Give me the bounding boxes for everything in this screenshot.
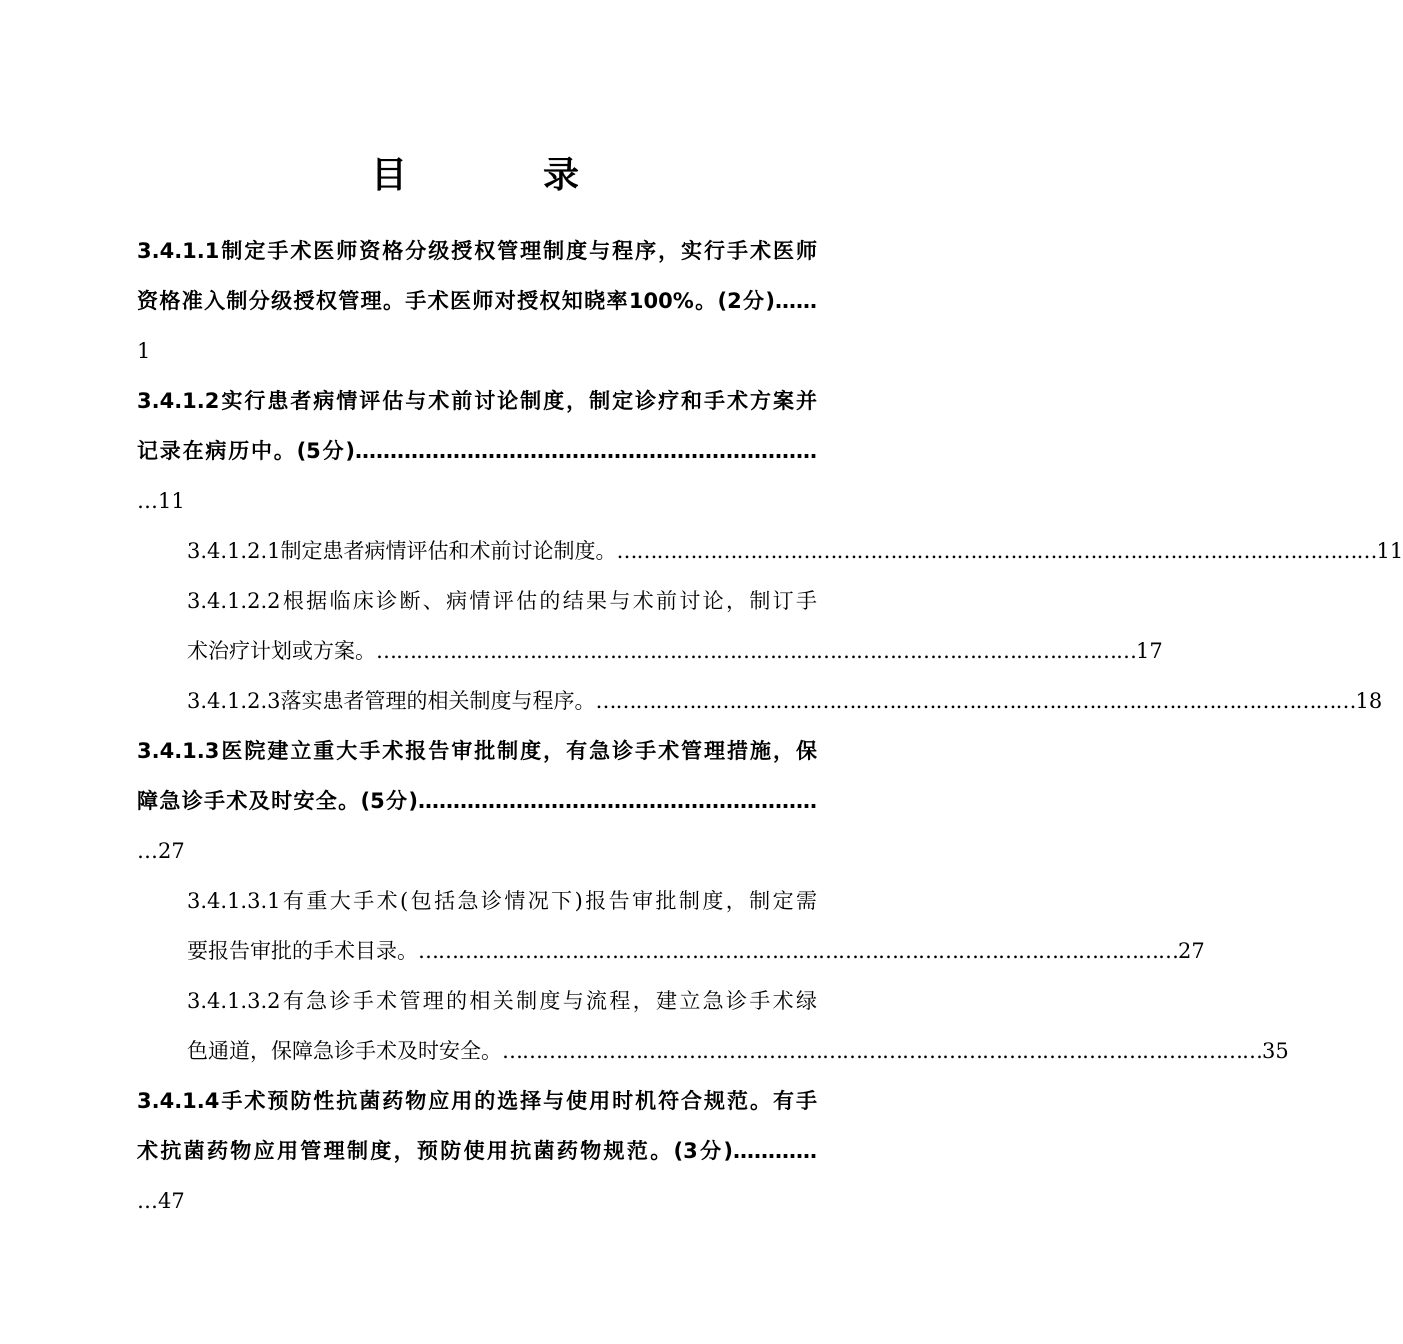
- toc-leader-row: [187, 676, 1383, 726]
- toc-entry-line: 3.4.1.4手术预防性抗菌药物应用的选择与使用时机符合规范。有手: [137, 1089, 817, 1113]
- toc-entry-line: 3.4.1.3医院建立重大手术报告审批制度，有急诊手术管理措施，保: [137, 739, 817, 763]
- toc-title: 目 录: [370, 155, 629, 196]
- toc-entry-text: 色通道，保障急诊手术及时安全。: [187, 1039, 502, 1063]
- toc-entry[interactable]: [187, 976, 1289, 1076]
- toc-entry-line: 障急诊手术及时安全。(5分)…………………………………………………: [137, 789, 817, 813]
- toc-entry[interactable]: [137, 1076, 817, 1226]
- toc-page-number: 35: [1262, 1039, 1289, 1063]
- dot-leader: ……………………………………………………………………………………………………: [418, 939, 1178, 963]
- toc-leader-row: [187, 626, 1163, 676]
- toc-page-number: 11: [1376, 539, 1403, 563]
- toc-entry-line: 3.4.1.3.2有急诊手术管理的相关制度与流程，建立急诊手术绿: [187, 989, 817, 1013]
- toc-entry-line: 记录在病历中。(5分)…………………………………………………………: [137, 439, 817, 463]
- toc-entry-line: 资格准入制分级授权管理。手术医师对授权知晓率100%。(2分)……: [137, 289, 817, 313]
- toc-entry-line: 3.4.1.2.2根据临床诊断、病情评估的结果与术前讨论，制订手: [187, 589, 817, 613]
- toc-entry-line: 3.4.1.1制定手术医师资格分级授权管理制度与程序，实行手术医师: [137, 239, 817, 263]
- toc-page-number: 17: [1136, 639, 1163, 663]
- toc-entry[interactable]: [137, 726, 817, 876]
- dot-leader: ……………………………………………………………………………………………………: [376, 639, 1136, 663]
- toc-page-number: 1: [137, 339, 151, 363]
- toc-entries: [0, 226, 1403, 1226]
- toc-leader-row: [187, 926, 1205, 976]
- toc-entry-line: 3.4.1.2实行患者病情评估与术前讨论制度，制定诊疗和手术方案并: [137, 389, 817, 413]
- toc-entry[interactable]: [137, 376, 817, 526]
- toc-entry[interactable]: [187, 676, 1383, 726]
- toc-page-number: …11: [137, 489, 185, 513]
- toc-entry[interactable]: [187, 526, 1403, 576]
- toc-entry-line: 3.4.1.3.1有重大手术(包括急诊情况下)报告审批制度，制定需: [187, 889, 817, 913]
- toc-entry[interactable]: [187, 576, 1163, 676]
- toc-page-number: …47: [137, 1189, 185, 1213]
- toc-page-number: …27: [137, 839, 185, 863]
- toc-entry-text: 3.4.1.2.1制定患者病情评估和术前讨论制度。: [187, 539, 617, 563]
- toc-entry[interactable]: [137, 226, 817, 376]
- toc-entry-line: 术抗菌药物应用管理制度，预防使用抗菌药物规范。(3分)…………: [137, 1139, 817, 1163]
- toc-entry-text: 3.4.1.2.3落实患者管理的相关制度与程序。: [187, 689, 596, 713]
- toc-page-number: 18: [1355, 689, 1383, 713]
- toc-leader-row: [187, 1026, 1289, 1076]
- dot-leader: ……………………………………………………………………………………………………: [616, 539, 1377, 563]
- toc-entry-text: 术治疗计划或方案。: [187, 639, 376, 663]
- toc-page-number: 27: [1178, 939, 1205, 963]
- dot-leader: ……………………………………………………………………………………………………: [595, 689, 1356, 713]
- toc-entry-text: 要报告审批的手术目录。: [187, 939, 418, 963]
- toc-entry[interactable]: [187, 876, 1205, 976]
- toc-leader-row: [187, 526, 1403, 576]
- dot-leader: ……………………………………………………………………………………………………: [502, 1039, 1262, 1063]
